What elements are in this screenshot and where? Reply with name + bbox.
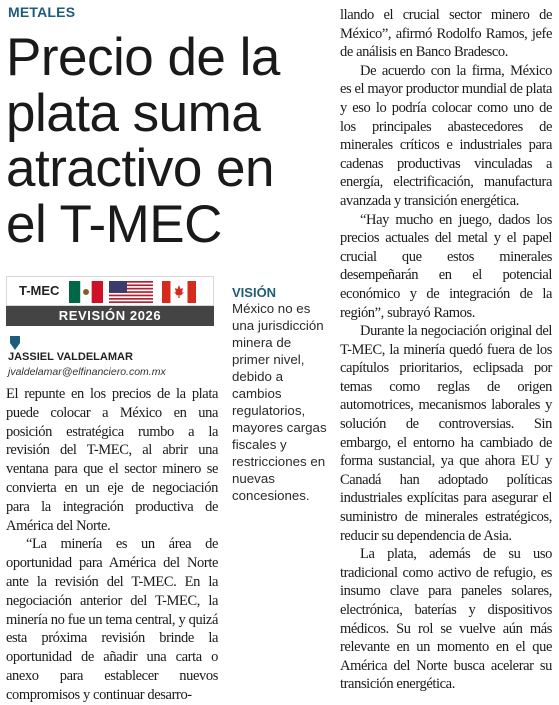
vision-text: México no es una jurisdicción minera de primer nivel, debido a cambios regulatorios, mayores cargas fiscales y restricciones en nuevas concesiones.: [232, 301, 327, 503]
paragraph: El repunte en los precios de la plata puede colocar a México en una posición estratégica rumbo a la revisión del T-MEC, al abrir una ventana para que el sector minero se convierta en un eje de negociación para la integración productiva de América del Norte.: [6, 386, 218, 534]
usa-flag-icon: [109, 281, 153, 303]
paragraph: “Hay mucho en juego, dados los precios actuales del metal y el papel crucial que estos minerales desempeñarán en el potencial económico y de integración de la región”, subrayó Ramos.: [340, 211, 552, 321]
headline: Precio de la plata suma atractivo en el T-MEC: [6, 28, 280, 254]
badge-subtitle: REVISIÓN 2026: [6, 306, 214, 326]
section-label: METALES: [8, 4, 76, 20]
byline-email[interactable]: jvaldelamar@elfinanciero.com.mx: [8, 366, 166, 378]
mexico-flag-icon: [69, 281, 103, 303]
paragraph: “La minería es un área de oportunidad para América del Norte ante la revisión del T-MEC. En la negociación anterior del T-MEC, la minería no fue un tema central, y quizá esta próxima revisión brinde la oportunidad de añadir una carta o anexo para establecer nuevos compromisos y continuar desarro-: [6, 536, 218, 703]
badge-title: T-MEC: [19, 283, 60, 298]
badge-top: [6, 276, 214, 306]
byline-name: JASSIEL VALDELAMAR: [8, 351, 133, 363]
article-column-1: [6, 385, 218, 705]
article-column-3: [340, 6, 552, 694]
paragraph: La plata, además de su uso tradicional como activo de refugio, es insumo clave para paneles solares, electrónica, baterías y dispositivos médicos. Su rol se vuelve aún más relevante en un momento en el que América del Norte busca acelerar su transición energética.: [340, 546, 552, 693]
vision-title: VISIÓN: [232, 285, 277, 300]
canada-flag-icon: [162, 281, 196, 303]
paragraph: llando el crucial sector minero de México”, afirmó Rodolfo Ramos, jefe de análisis en Banco Bradesco.: [340, 7, 552, 61]
tmec-badge: [6, 276, 214, 324]
paragraph: Durante la negociación original del T-MEC, la minería quedó fuera de los capítulos prioritarios, eclipsada por temas como reglas de origen automotrices, mecanismos laborales y solución de controversias. Sin embargo, el entorno ha cambiado de forma sustancial, ya que ahora EU y Canadá han adoptado políticas industriales explícitas para asegurar el suministro de minerales estratégicos, reducir su dependencia de Asia.: [340, 323, 552, 544]
location-pin-icon: [10, 336, 20, 350]
paragraph: De acuerdo con la firma, México es el mayor productor mundial de plata y eso lo podría colocar como uno de los principales abastecedores de minerales críticos e industriales para cadenas productivas vinculadas a energía, electrificación, manufactura avanzada y transición energética.: [340, 62, 552, 209]
